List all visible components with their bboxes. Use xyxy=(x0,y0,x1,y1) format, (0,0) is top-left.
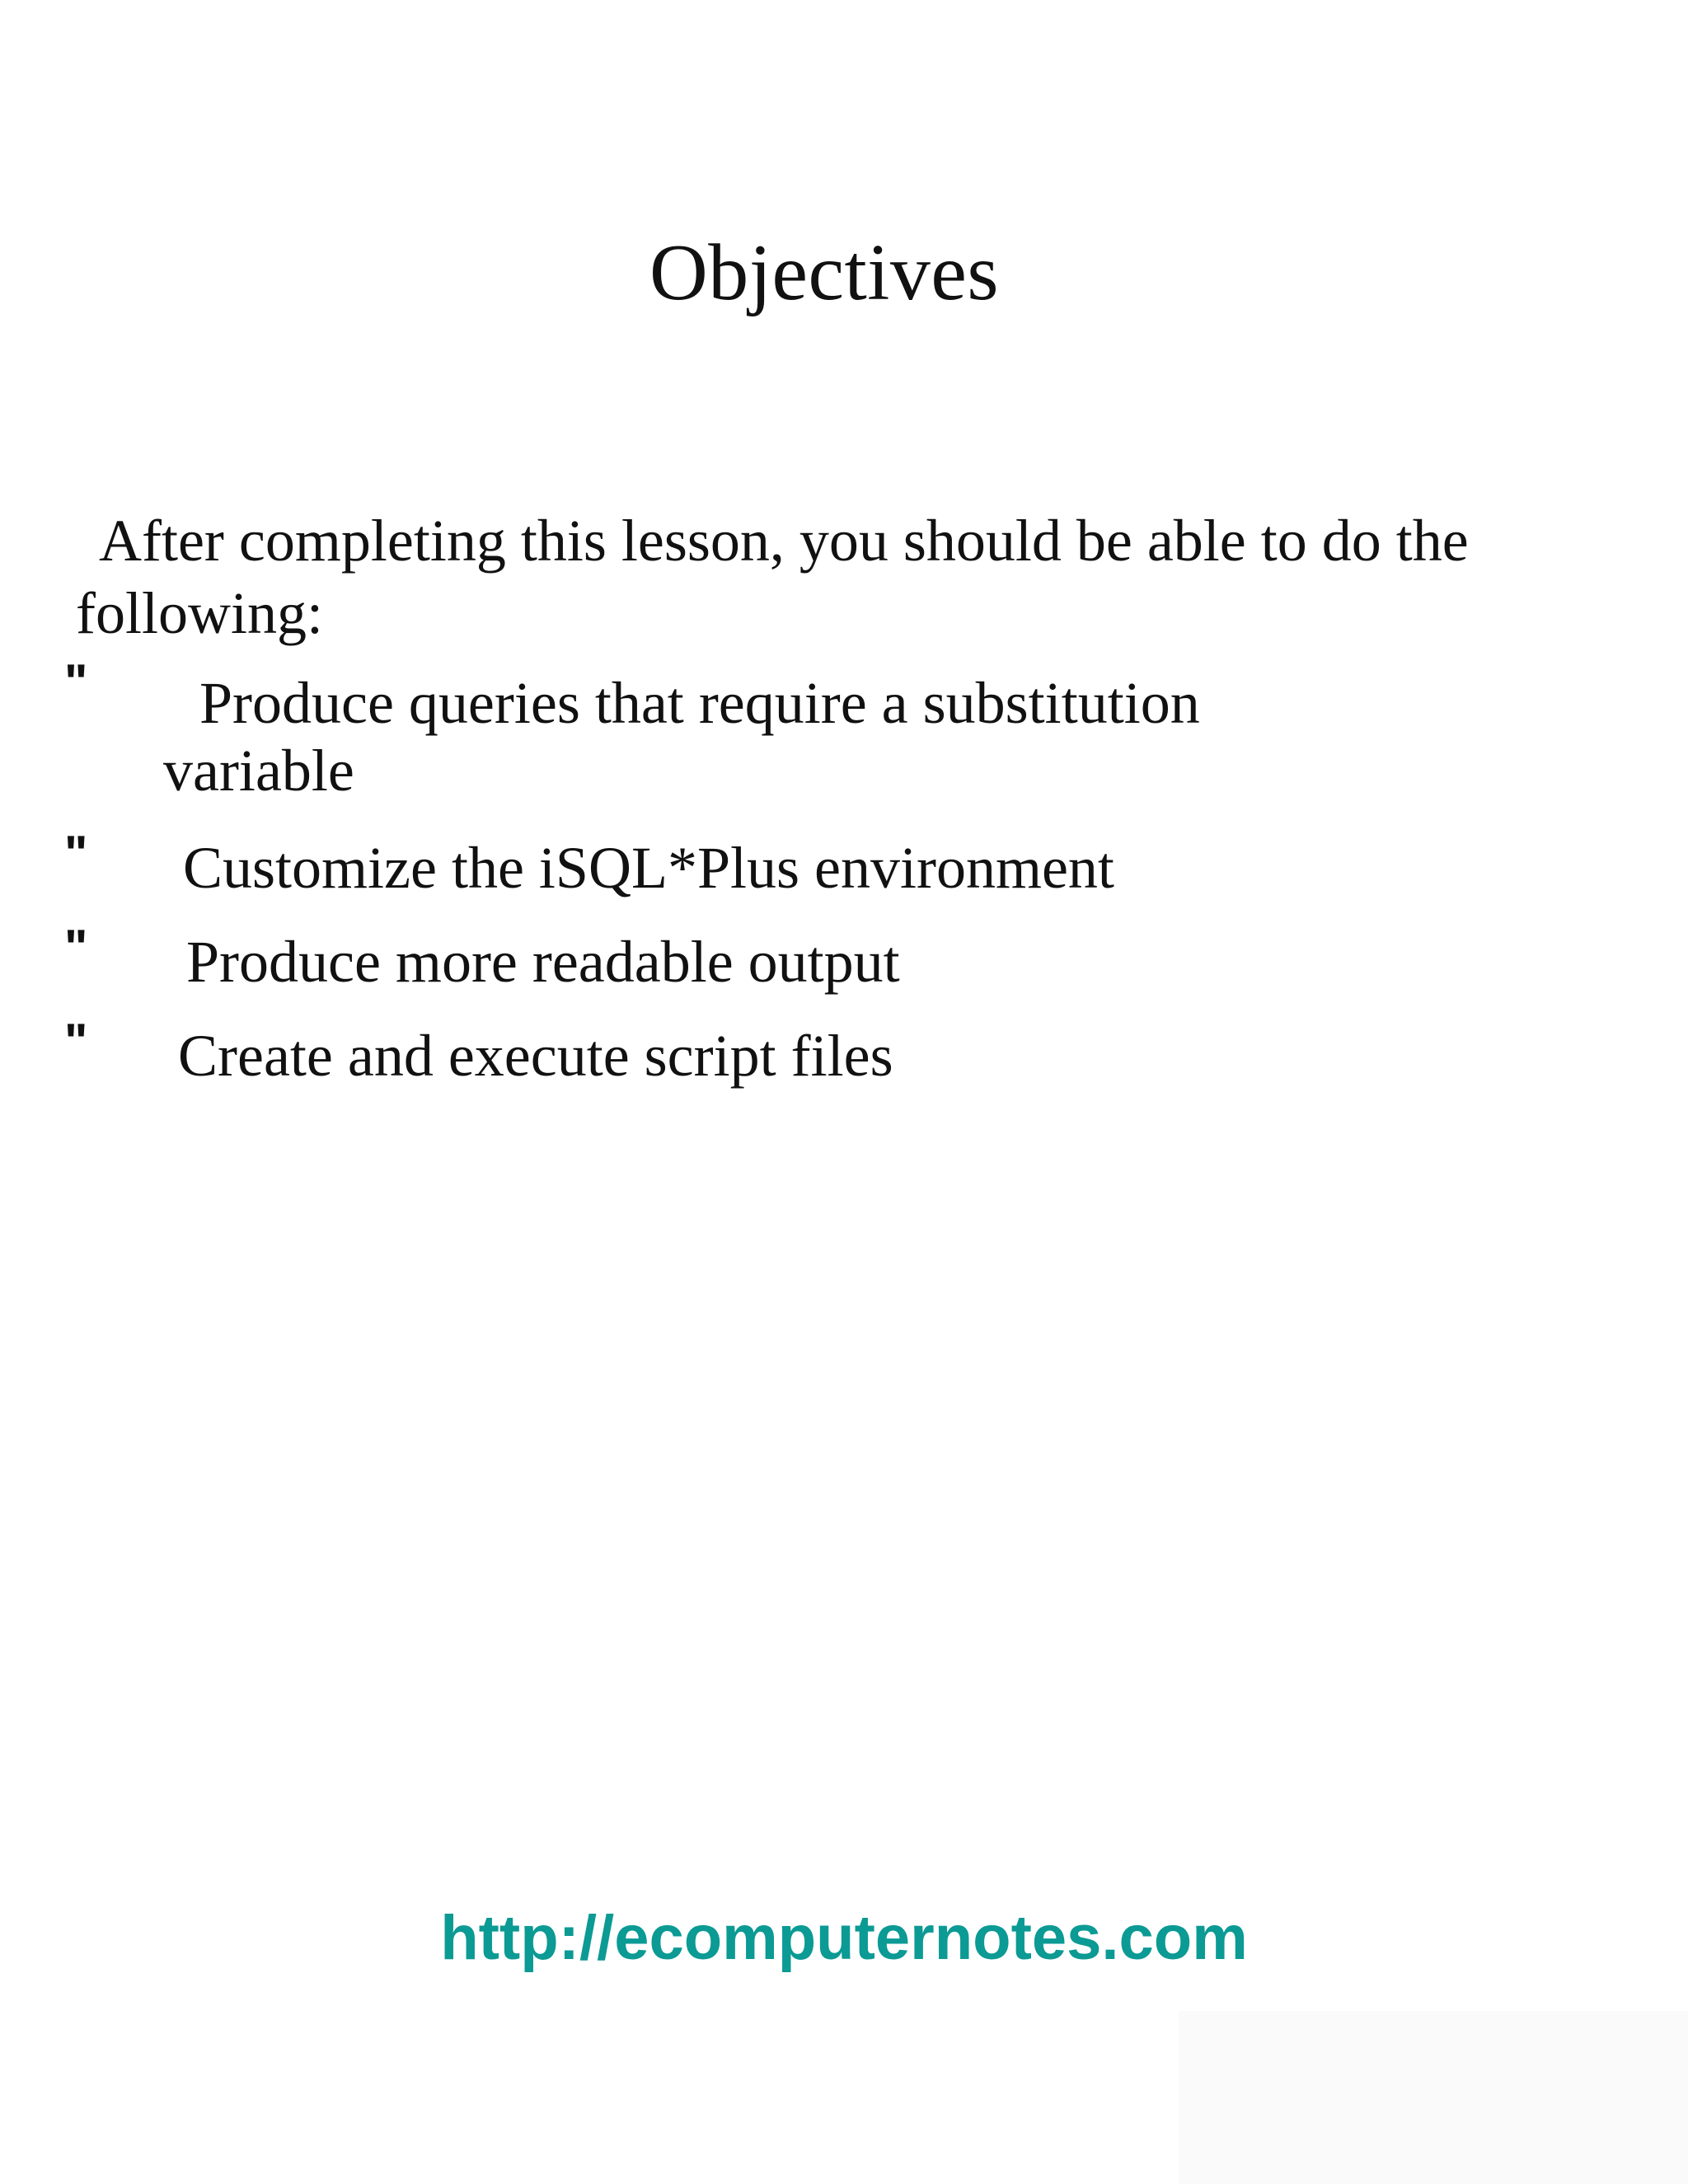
bullet-marker: " xyxy=(64,654,88,710)
page-corner-shade xyxy=(1179,2011,1688,2184)
list-item-text: Produce queries that require a substitution xyxy=(199,670,1200,736)
bullet-marker: " xyxy=(64,826,88,881)
intro-paragraph: After completing this lesson, you should be able to do the following: xyxy=(76,508,1469,646)
list-item-text-continued: variable xyxy=(163,738,354,804)
list-item-text: Produce more readable output xyxy=(186,929,900,995)
footer-url-link[interactable]: http://ecomputernotes.com xyxy=(440,1903,1248,1973)
bullet-marker: " xyxy=(64,1014,88,1069)
list-item-text: Customize the iSQL*Plus environment xyxy=(183,835,1114,901)
bullet-marker: " xyxy=(64,920,88,975)
list-item-text: Create and execute script files xyxy=(178,1023,893,1089)
page-title: Objectives xyxy=(649,228,1000,317)
